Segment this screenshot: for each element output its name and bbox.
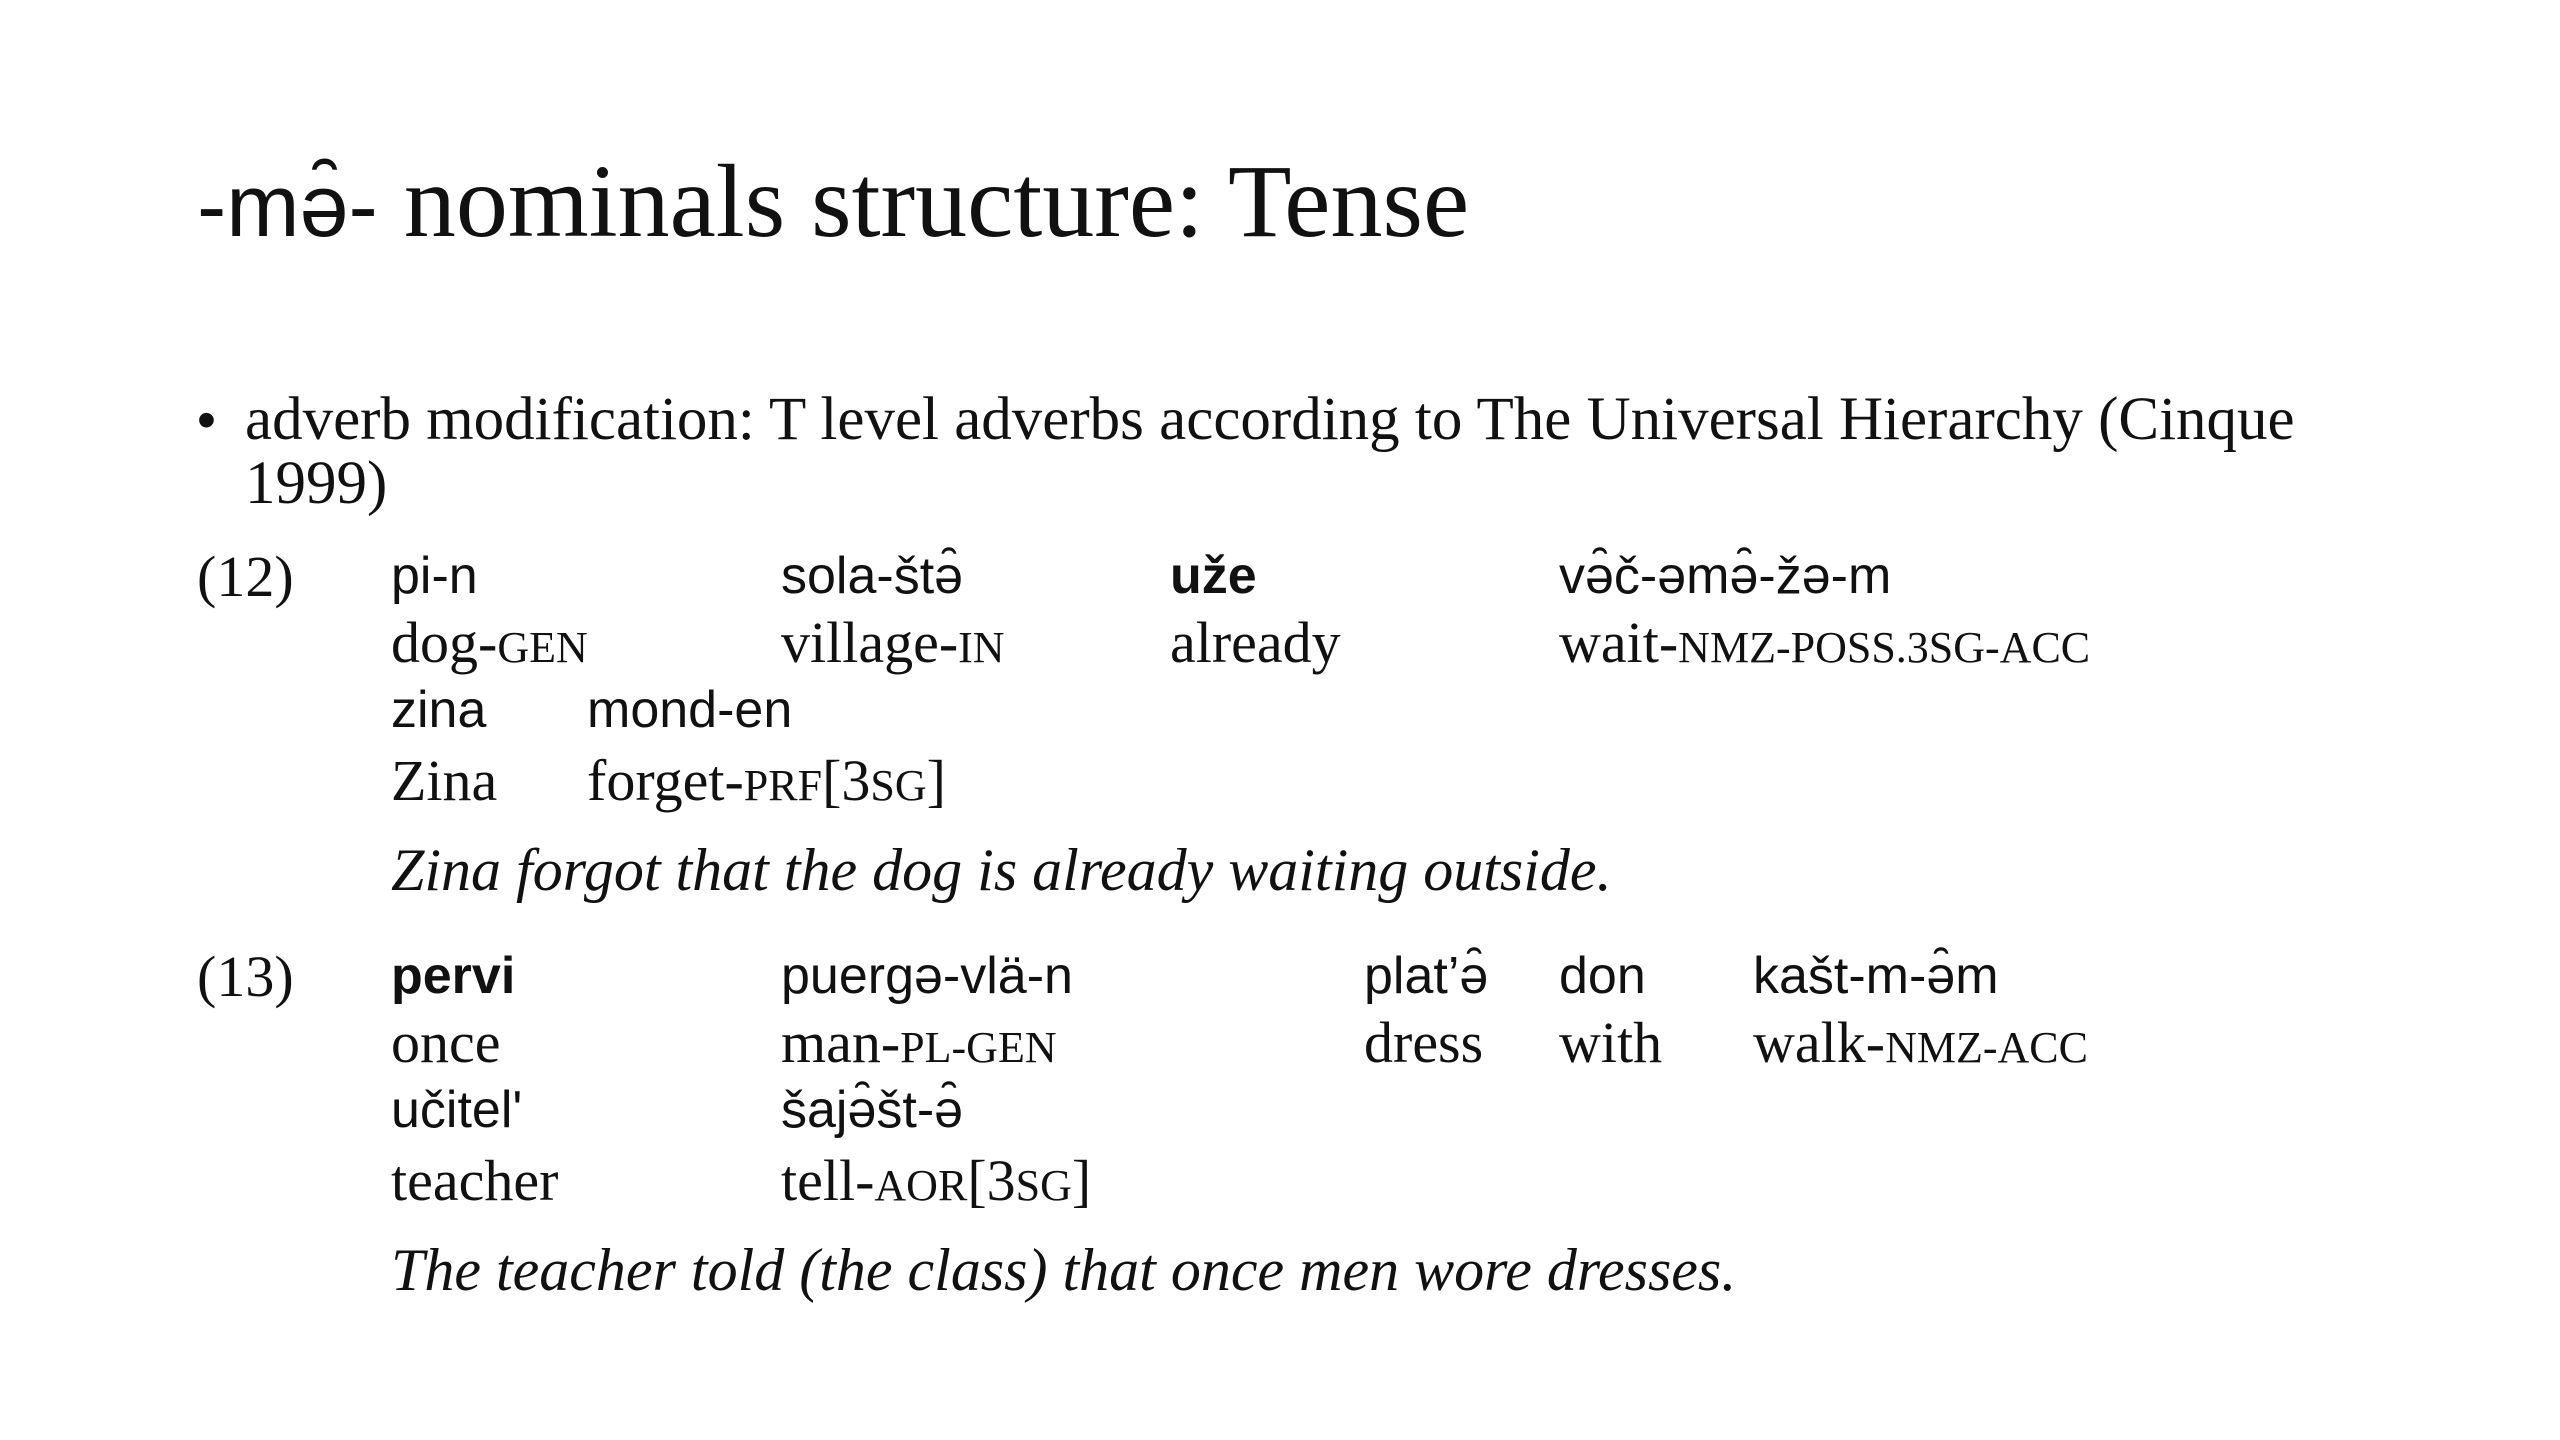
object-word: uže [1170, 547, 1257, 605]
object-word: zina [391, 681, 487, 739]
title-text: nominals structure: Tense [377, 144, 1470, 259]
slide-title [197, 144, 1470, 259]
object-word: və̑č-əmə̑-žə-m [1559, 547, 1892, 605]
title-morpheme: -mə̑- [197, 156, 378, 255]
example-number-12: (12) [197, 544, 294, 609]
translation-12: Zina forgot that the dog is already waiting outside. [391, 837, 1612, 903]
bullet-marker: • [197, 390, 216, 450]
gloss-word: village-IN [781, 610, 1005, 675]
object-word: mond-en [587, 681, 793, 739]
example-number-13: (13) [197, 944, 294, 1009]
object-word: puergə-vlä-n [781, 947, 1073, 1005]
gloss-word: tell-AOR[3SG] [781, 1148, 1092, 1213]
gloss-word: walk-NMZ-ACC [1753, 1010, 2088, 1075]
gloss-word: already [1170, 610, 1341, 675]
gloss-word: once [391, 1010, 501, 1075]
gloss-word: dog-GEN [391, 610, 588, 675]
bullet-text: adverb modification: T level adverbs according to The Universal Hierarchy (Cinque 1999) [245, 386, 2295, 517]
object-word: don [1559, 947, 1646, 1005]
object-word: plat’ə̑ [1364, 947, 1489, 1005]
gloss-word: wait-NMZ-POSS.3SG-ACC [1559, 610, 2091, 675]
gloss-word: Zina [391, 748, 498, 813]
object-word: pervi [391, 947, 516, 1005]
gloss-word: teacher [391, 1148, 559, 1213]
object-word: kašt-m-ə̑m [1753, 947, 1999, 1005]
translation-13: The teacher told (the class) that once men wore dresses. [391, 1237, 1737, 1303]
object-word: pi-n [391, 547, 478, 605]
gloss-word: forget-PRF[3SG] [587, 748, 946, 813]
gloss-word: dress [1364, 1010, 1484, 1075]
gloss-word: man-PL-GEN [781, 1010, 1057, 1075]
object-word: sola-štə̑ [781, 547, 964, 605]
object-word: učitel' [391, 1081, 523, 1139]
gloss-word: with [1559, 1010, 1663, 1075]
object-word: šajə̑št-ə̑ [781, 1081, 964, 1139]
